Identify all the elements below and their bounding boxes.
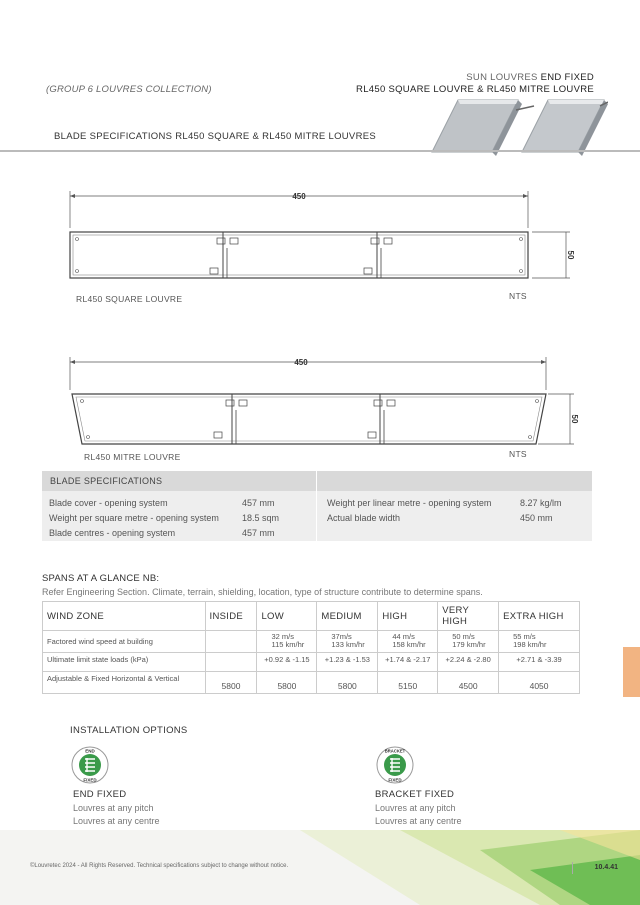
product-line: RL450 SQUARE LOUVRE & RL450 MITRE LOUVRE — [356, 84, 594, 95]
mitre-louvre-label: RL450 MITRE LOUVRE — [84, 452, 181, 462]
cell: +2.24 & -2.80 — [438, 653, 499, 672]
end-badge-bottom: FIXED — [83, 777, 97, 783]
col-very-high: VERY HIGH — [438, 602, 499, 631]
category-light: SUN LOUVRES — [466, 72, 538, 83]
spans-title: SPANS AT A GLANCE NB: — [42, 573, 160, 584]
mitre-width-dim: 450 — [294, 358, 308, 367]
table-row — [43, 631, 580, 653]
cell: 44 m/s 158 km/hr — [378, 631, 438, 653]
spec-right-label-1: Actual blade width — [327, 513, 401, 523]
louvre-product-image — [428, 94, 608, 158]
cell: 50 m/s 179 km/hr — [438, 631, 499, 653]
square-nts-label: NTS — [509, 291, 527, 301]
col-medium: MEDIUM — [317, 602, 378, 631]
mitre-louvre-drawing — [60, 354, 580, 454]
bracket-badge-bottom: FIXED — [388, 777, 402, 783]
col-inside: INSIDE — [205, 602, 257, 631]
square-louvre-drawing — [60, 188, 580, 288]
spec-left-label-1: Weight per square metre - opening system — [49, 513, 219, 523]
spec-right-value-1: 450 mm — [520, 513, 553, 523]
mitre-height-dim: 50 — [570, 414, 579, 424]
spec-left-label-2: Blade centres - opening system — [49, 528, 176, 538]
spec-left-label-0: Blade cover - opening system — [49, 498, 168, 508]
section-divider — [0, 150, 640, 152]
row-label: Ultimate limit state loads (kPa) — [43, 653, 206, 672]
table-row — [43, 653, 580, 672]
row-label: Factored wind speed at building — [43, 631, 206, 653]
cell: 5800 — [257, 672, 317, 694]
spans-table — [42, 601, 580, 694]
bracket-fixed-line1: Louvres at any pitch — [375, 803, 456, 813]
spec-left-value-1: 18.5 sqm — [242, 513, 280, 523]
cell: +1.74 & -2.17 — [378, 653, 438, 672]
cell: +2.71 & -3.39 — [499, 653, 580, 672]
page-number-divider — [572, 862, 573, 874]
col-extra-high: EXTRA HIGH — [499, 602, 580, 631]
category-bold: END FIXED — [540, 72, 594, 83]
cell: 4500 — [438, 672, 499, 694]
cell: +0.92 & -1.15 — [257, 653, 317, 672]
end-fixed-badge-icon — [70, 745, 110, 785]
bracket-fixed-badge-icon — [375, 745, 415, 785]
category-label — [466, 72, 594, 83]
spec-left-value-2: 457 mm — [242, 528, 275, 538]
installation-title: INSTALLATION OPTIONS — [70, 725, 188, 736]
page-number: 10.4.41 — [594, 864, 618, 871]
cell: 5150 — [378, 672, 438, 694]
end-badge-top: END — [85, 748, 95, 754]
bracket-badge-top: BRACKET — [384, 748, 406, 754]
col-low: LOW — [257, 602, 317, 631]
spec-right-value-0: 8.27 kg/lm — [520, 498, 562, 508]
spans-subtitle: Refer Engineering Section. Climate, terrain, shielding, location, type of structure contribute to determine spans. — [42, 587, 483, 597]
bracket-fixed-title: BRACKET FIXED — [375, 789, 455, 800]
cell: 32 m/s 115 km/hr — [257, 631, 317, 653]
cell: 4050 — [499, 672, 580, 694]
cell-inside: 5800 — [205, 672, 257, 694]
end-fixed-line1: Louvres at any pitch — [73, 803, 154, 813]
square-height-dim: 50 — [566, 250, 575, 260]
spec-right-label-0: Weight per linear metre - opening system — [327, 498, 492, 508]
square-louvre-label: RL450 SQUARE LOUVRE — [76, 294, 183, 304]
blade-specs-title: BLADE SPECIFICATIONS — [50, 476, 163, 486]
row-label: Adjustable & Fixed Horizontal & Vertical — [43, 672, 206, 694]
footer-copyright: ©Louvretec 2024 - All Rights Reserved. Technical specifications subject to change without notice. — [30, 863, 289, 869]
table-header-row — [43, 602, 580, 631]
cell: 55 m/s 198 km/hr — [499, 631, 580, 653]
table-row — [43, 672, 580, 694]
cell-inside — [205, 631, 257, 653]
cell: +1.23 & -1.53 — [317, 653, 378, 672]
section-tab — [623, 647, 640, 697]
cell: 5800 — [317, 672, 378, 694]
blade-specs-divider — [316, 471, 317, 541]
collection-label: (GROUP 6 LOUVRES COLLECTION) — [46, 84, 212, 95]
cell: 37m/s 133 km/hr — [317, 631, 378, 653]
end-fixed-title: END FIXED — [73, 789, 127, 800]
cell-inside — [205, 653, 257, 672]
bracket-fixed-line2: Louvres at any centre — [375, 816, 462, 826]
col-high: HIGH — [378, 602, 438, 631]
col-wind-zone: WIND ZONE — [43, 602, 206, 631]
end-fixed-line2: Louvres at any centre — [73, 816, 160, 826]
section-title: BLADE SPECIFICATIONS RL450 SQUARE & RL450 MITRE LOUVRES — [54, 131, 377, 142]
blade-specs-header — [42, 471, 592, 491]
mitre-nts-label: NTS — [509, 449, 527, 459]
square-width-dim: 450 — [292, 192, 306, 201]
spec-left-value-0: 457 mm — [242, 498, 275, 508]
